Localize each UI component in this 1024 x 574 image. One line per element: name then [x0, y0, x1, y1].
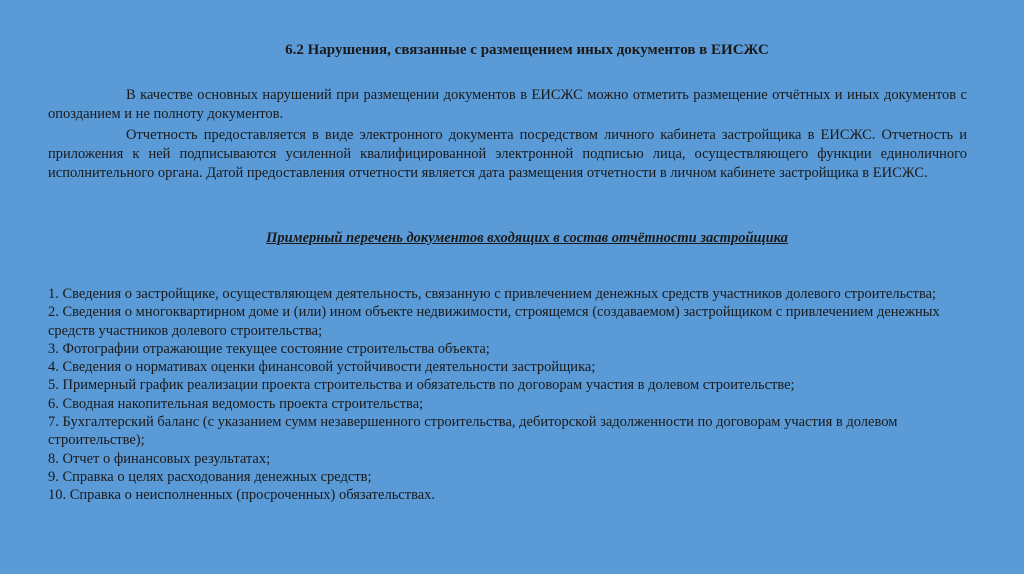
paragraph-violations [48, 86, 967, 124]
list-item: 2. Сведения о многоквартирном доме и (или) ином объекте недвижимости, строящемся (создаваемом) застройщиком с привлечением денежных средств участников долевого строительства; [48, 304, 940, 339]
paragraph-violations-text: В качестве основных нарушений при размещении документов в ЕИСЖС можно отметить размещение отчётных и иных документов с опозданием и не полноту документов. [48, 87, 967, 122]
documents-list [48, 285, 948, 505]
list-item: 7. Бухгалтерский баланс (с указанием сумм незавершенного строительства, дебиторской задолженности по договорам участия в долевом строительстве); [48, 414, 898, 449]
paragraph-reporting-text: Отчетность предоставляется в виде электронного документа посредством личного кабинета застройщика в ЕИСЖС. Отчетность и приложения к ней подписываются усиленной квалифицированной электронной подписью лица, осуществляющего функции единоличного исполнительного органа. Датой предоставления отчетности является дата размещения отчетности в личном кабинете застройщика в ЕИСЖС. [48, 127, 967, 181]
paragraph-reporting [48, 126, 967, 183]
list-item: 6. Сводная накопительная ведомость проекта строительства; [48, 395, 424, 412]
list-item: 5. Примерный график реализации проекта строительства и обязательств по договорам участия в долевом строительстве; [48, 377, 795, 394]
list-item: 8. Отчет о финансовых результатах; [48, 450, 271, 467]
slide-title: 6.2 Нарушения, связанные с размещением иных документов в ЕИСЖС [285, 42, 769, 58]
documents-list-heading: Примерный перечень документов входящих в состав отчётности застройщика [266, 230, 788, 246]
list-item: 4. Сведения о нормативах оценки финансовой устойчивости деятельности застройщика; [48, 359, 596, 376]
list-item: 9. Справка о целях расходования денежных средств; [48, 468, 372, 485]
list-item: 10. Справка о неисполненных (просроченных) обязательствах. [48, 487, 436, 504]
list-item: 1. Сведения о застройщике, осуществляющем деятельность, связанную с привлечением денежных средств участников долевого строительства; [48, 286, 937, 302]
list-item: 3. Фотографии отражающие текущее состояние строительства объекта; [48, 340, 490, 357]
